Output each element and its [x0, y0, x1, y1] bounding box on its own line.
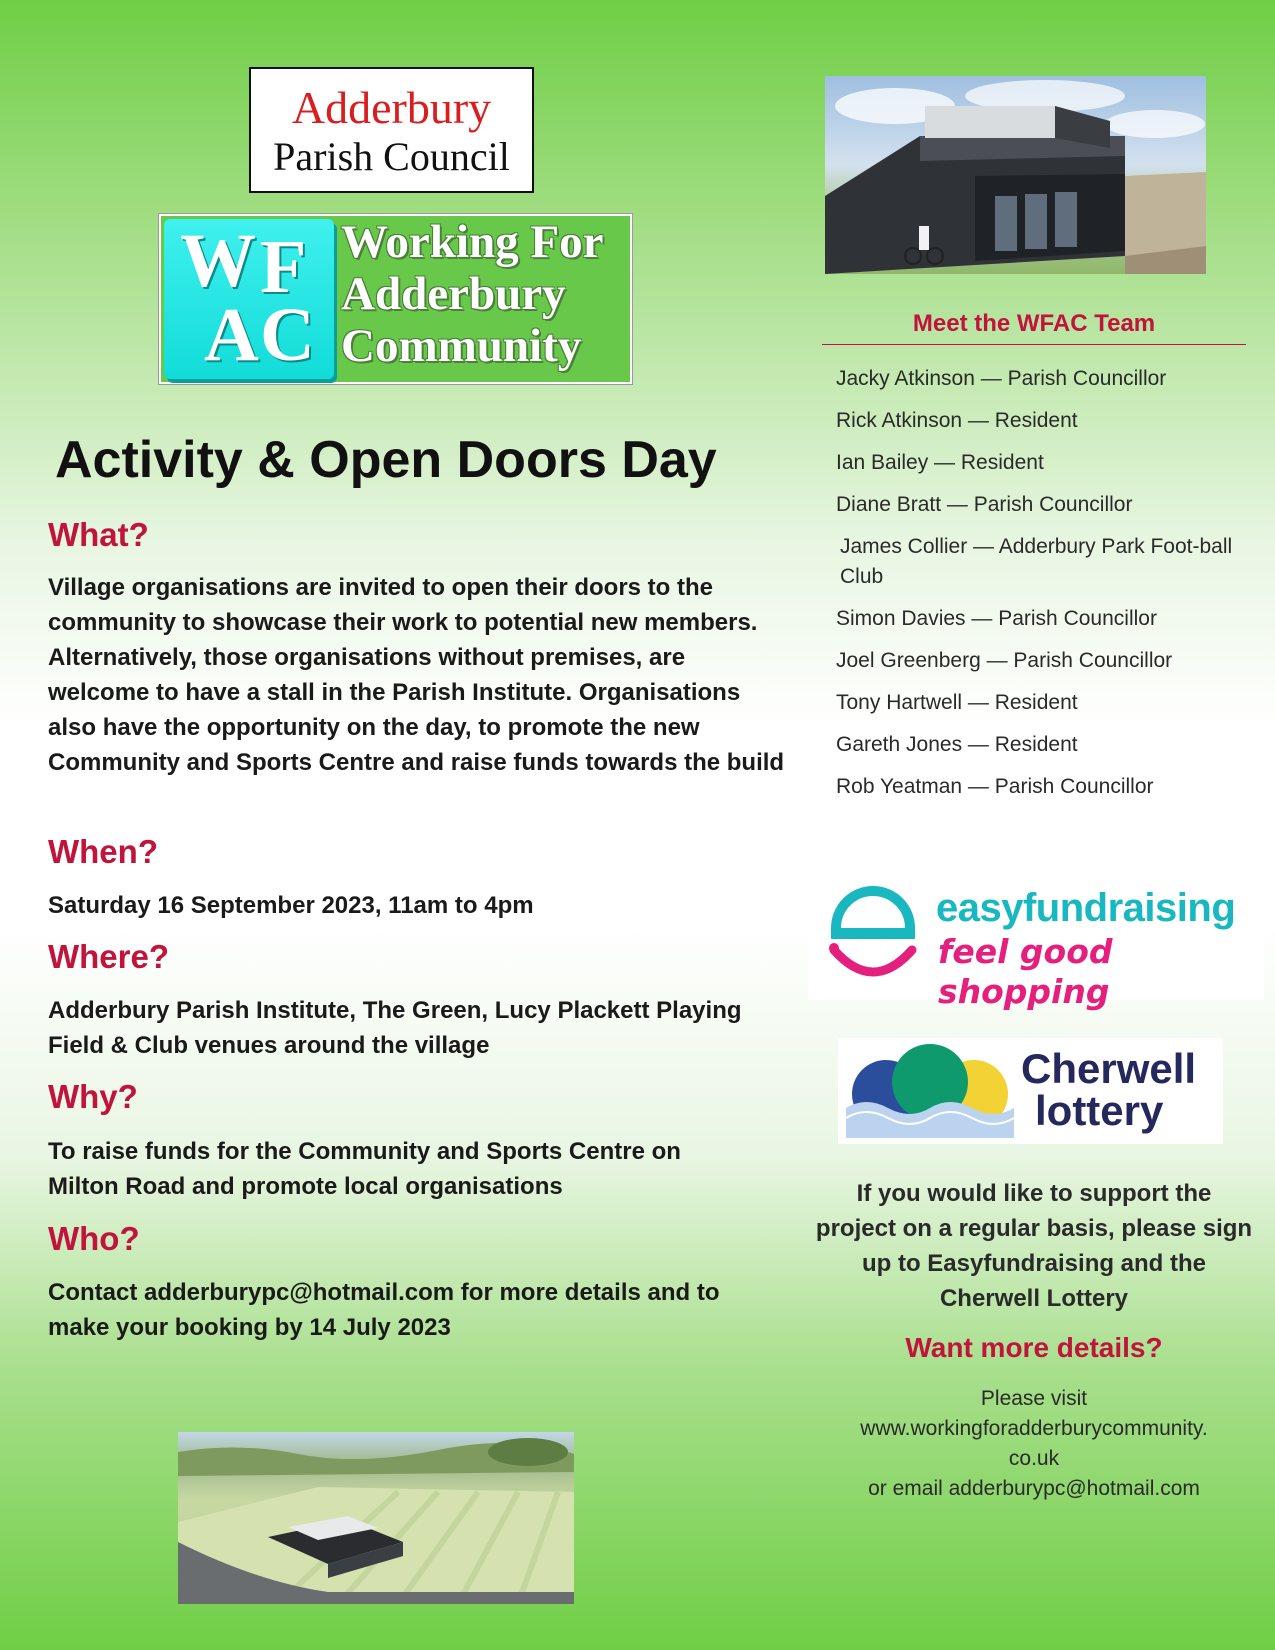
sports-centre-building-image [825, 76, 1206, 274]
when-heading: When? [48, 833, 158, 870]
wfac-mark-letter-a: A [204, 293, 259, 377]
team-member: Rob Yeatman — Parish Councillor [836, 775, 1154, 798]
who-heading: Who? [48, 1220, 140, 1257]
more-details-heading: Want more details? [905, 1332, 1163, 1363]
website-link[interactable]: www.workingforadderburycommunity. [860, 1417, 1208, 1440]
team-member: Ian Bailey — Resident [836, 451, 1044, 474]
parish-council-logo [249, 67, 534, 193]
wfac-mark-letter-f: F [260, 225, 307, 309]
team-member: Joel Greenberg — Parish Councillor [836, 649, 1173, 672]
building-illustration [825, 76, 1206, 274]
wfac-logo [159, 214, 632, 384]
cherwell-lottery-circles-icon [846, 1044, 1014, 1138]
what-body: Village organisations are invited to open their doors to the community to showcase their work to potential new members. Alternatively, those organisations without premises, are welcome to have a stall in the Parish Institute. Organisations also have the opportunity on the day, to promote the new Community and Sports Centre and raise funds towards the build [48, 574, 785, 776]
page-title: Activity & Open Doors Day [55, 431, 717, 489]
team-member: James Collier — Adderbury Park Foot-ball Club [840, 535, 1233, 588]
easyfundraising-logo [808, 858, 1264, 1011]
cherwell-lottery-wordmark-line2: lottery [1035, 1087, 1164, 1134]
what-heading: What? [48, 516, 149, 553]
team-member: Rick Atkinson — Resident [836, 409, 1078, 432]
wfac-logo-line: Working For [341, 216, 604, 268]
team-member: Diane Bratt — Parish Councillor [836, 493, 1133, 516]
easyfundraising-tagline: feel good shopping [938, 932, 1113, 1011]
wfac-logo-line: Adderbury [341, 268, 566, 320]
who-body: Contact adderburypc@hotmail.com for more details and to make your booking by 14 July 2023 [48, 1279, 720, 1341]
visit-text [808, 1384, 1260, 1504]
wfac-mark-letter-w: W [180, 219, 256, 303]
parish-council-logo-line1: Adderbury [291, 82, 492, 133]
wfac-logo-mark [164, 219, 334, 379]
cherwell-lottery-wordmark-line1: Cherwell [1021, 1045, 1197, 1092]
parish-council-logo-line2: Parish Council [273, 134, 510, 179]
team-list [836, 364, 1256, 814]
wfac-logo-text [341, 216, 631, 372]
team-member: Jacky Atkinson — Parish Councillor [836, 367, 1167, 390]
visit-line: Please visit [980, 1387, 1088, 1410]
team-member: Tony Hartwell — Resident [836, 691, 1078, 714]
wfac-mark-letter-c: C [260, 293, 315, 377]
why-heading: Why? [48, 1078, 138, 1115]
support-text: If you would like to support the project on a regular basis, please sign up to Easyfundraising and the Cherwell Lottery [815, 1180, 1253, 1312]
where-heading: Where? [48, 938, 170, 975]
why-body: To raise funds for the Community and Sports Centre on Milton Road and promote local organisations [48, 1138, 681, 1200]
where-body: Adderbury Parish Institute, The Green, Lucy Plackett Playing Field & Club venues around the village [48, 997, 742, 1059]
team-member: Simon Davies — Parish Councillor [836, 607, 1157, 630]
wfac-logo-line: Community [341, 320, 582, 372]
team-member: Gareth Jones — Resident [836, 733, 1078, 756]
cherwell-lottery-logo [838, 1038, 1223, 1144]
sports-centre-aerial-image [178, 1432, 574, 1604]
easyfundraising-wordmark: easyfundraising [936, 886, 1236, 930]
easyfundraising-e-icon [828, 884, 918, 980]
website-link-continued[interactable]: co.uk [1008, 1447, 1060, 1470]
when-body: Saturday 16 September 2023, 11am to 4pm [48, 892, 534, 919]
email-line: or email adderburypc@hotmail.com [868, 1477, 1200, 1500]
aerial-illustration [178, 1432, 574, 1604]
team-heading: Meet the WFAC Team [822, 306, 1246, 345]
